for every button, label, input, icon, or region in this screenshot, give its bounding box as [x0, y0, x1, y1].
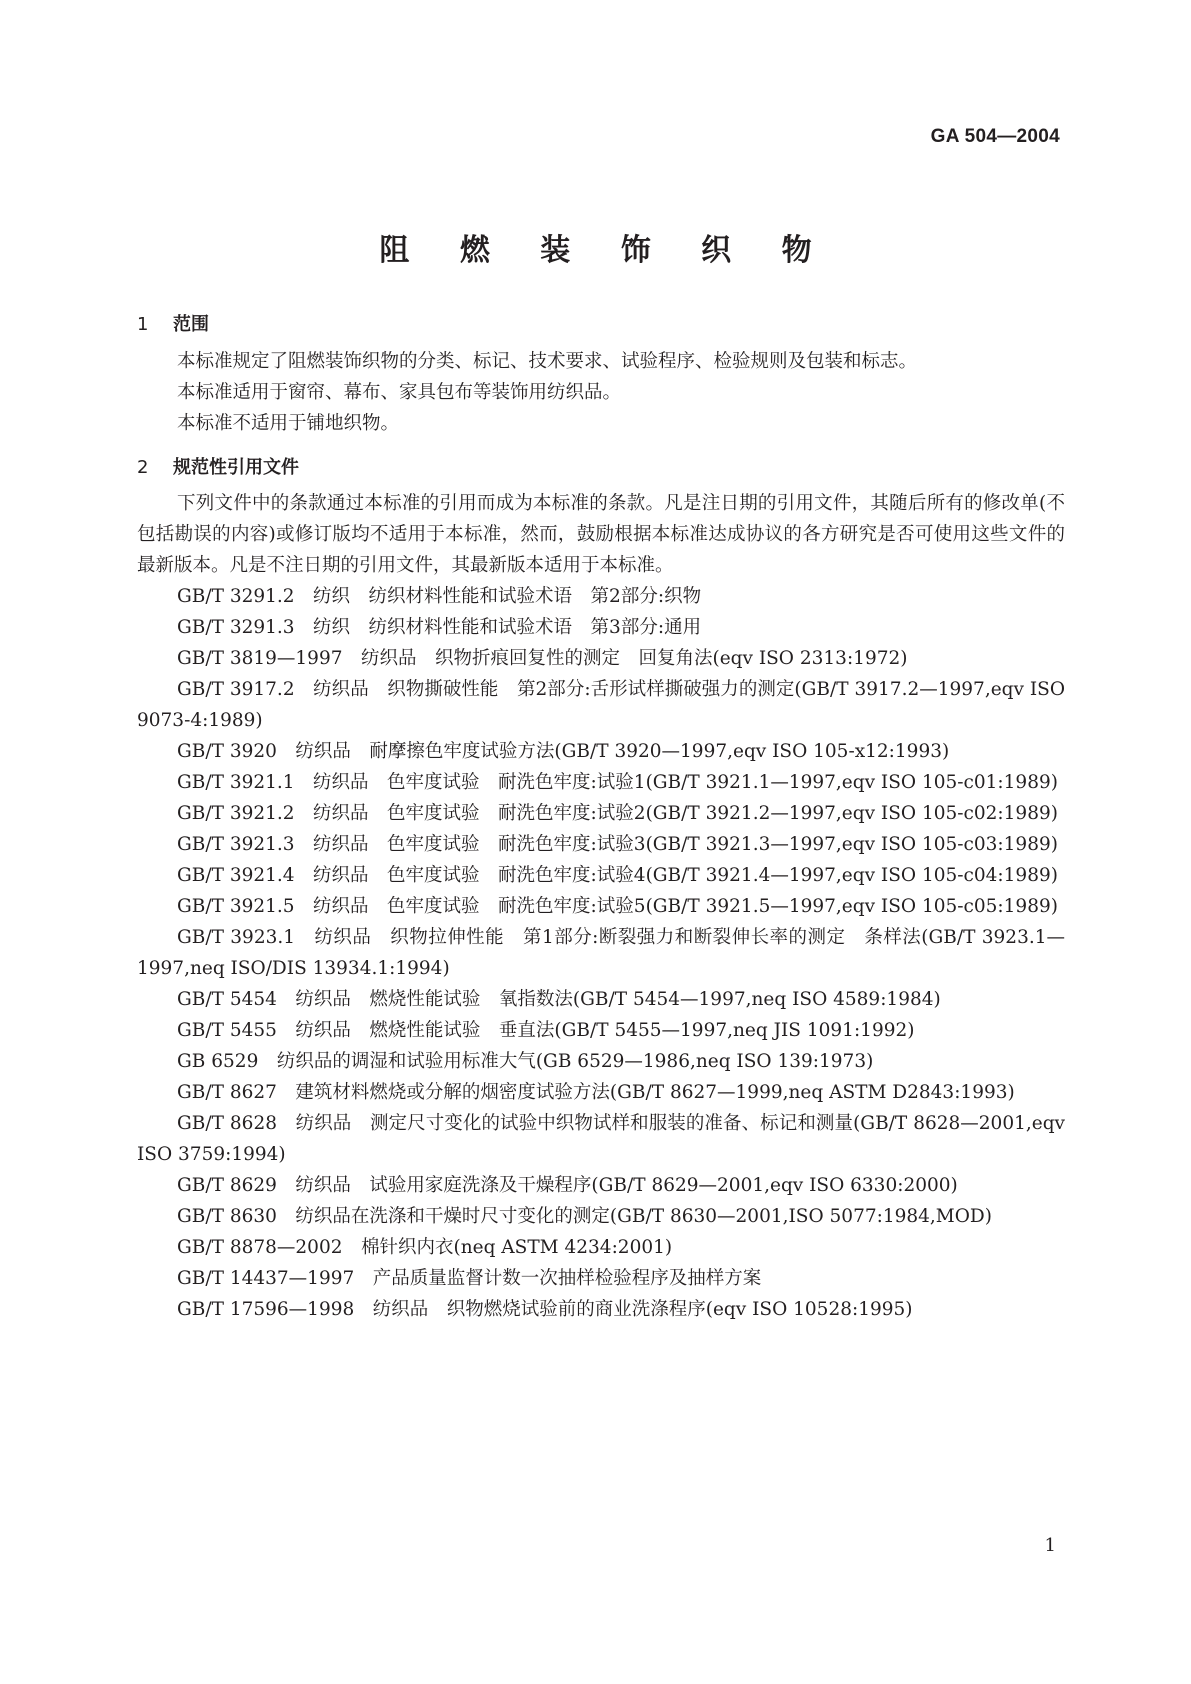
reference-item: GB/T 3921.3 纺织品 色牢度试验 耐洗色牢度:试验3(GB/T 3921.3—1997,eqv ISO 105-c03:1989) — [177, 834, 1058, 855]
reference-item: GB/T 17596—1998 纺织品 织物燃烧试验前的商业洗涤程序(eqv ISO 10528:1995) — [177, 1299, 913, 1320]
section-2-title: 规范性引用文件 — [173, 457, 299, 478]
reference-item: GB/T 3819—1997 纺织品 织物折痕回复性的测定 回复角法(eqv ISO 2313:1972) — [177, 648, 908, 669]
reference-item: GB/T 5454 纺织品 燃烧性能试验 氧指数法(GB/T 5454—1997,neq ISO 4589:1984) — [177, 989, 941, 1010]
reference-item: GB/T 8629 纺织品 试验用家庭洗涤及干燥程序(GB/T 8629—2001,eqv ISO 6330:2000) — [177, 1175, 958, 1196]
document-title: 阻 燃 装 饰 织 物 — [379, 233, 832, 268]
intro-paragraph: 下列文件中的条款通过本标准的引用而成为本标准的条款。凡是注日期的引用文件，其随后所有的修改单(不包括勘误的内容)或修订版均不适用于本标准，然而，鼓励根据本标准达成协议的各方研究是否可使用这些文件的最新版本。凡是不注日期的引用文件，其最新版本适用于本标准。 — [137, 493, 1065, 576]
section-2-number: 2 — [137, 457, 149, 478]
reference-item: GB/T 3291.2 纺织 纺织材料性能和试验术语 第2部分:织物 — [177, 586, 702, 607]
reference-item: GB/T 8627 建筑材料燃烧或分解的烟密度试验方法(GB/T 8627—1999,neq ASTM D2843:1993) — [177, 1082, 1015, 1103]
paragraph: 本标准规定了阻燃装饰织物的分类、标记、技术要求、试验程序、检验规则及包装和标志。 — [177, 351, 918, 372]
reference-item: GB/T 3917.2 纺织品 织物撕破性能 第2部分:舌形试样撕破强力的测定(GB/T 3917.2—1997,eqv ISO 9073-4:1989) — [137, 679, 1065, 731]
reference-item: GB/T 3921.5 纺织品 色牢度试验 耐洗色牢度:试验5(GB/T 3921.5—1997,eqv ISO 105-c05:1989) — [177, 896, 1058, 917]
page-number: 1 — [1044, 1535, 1056, 1556]
section-1-number: 1 — [137, 314, 149, 335]
section-1-heading — [137, 310, 209, 336]
paragraph: 本标准适用于窗帘、幕布、家具包布等装饰用纺织品。 — [177, 382, 622, 403]
reference-item: GB/T 3921.4 纺织品 色牢度试验 耐洗色牢度:试验4(GB/T 3921.4—1997,eqv ISO 105-c04:1989) — [177, 865, 1058, 886]
paragraph: 本标准不适用于铺地织物。 — [177, 413, 400, 434]
section-2-heading — [137, 453, 299, 479]
reference-item: GB/T 5455 纺织品 燃烧性能试验 垂直法(GB/T 5455—1997,neq JIS 1091:1992) — [177, 1020, 915, 1041]
reference-item: GB/T 3921.2 纺织品 色牢度试验 耐洗色牢度:试验2(GB/T 3921.2—1997,eqv ISO 105-c02:1989) — [177, 803, 1058, 824]
section-1-title: 范围 — [173, 314, 209, 335]
standard-code: GA 504—2004 — [930, 126, 1060, 147]
reference-item: GB 6529 纺织品的调湿和试验用标准大气(GB 6529—1986,neq ISO 139:1973) — [177, 1051, 874, 1072]
reference-item: GB/T 3920 纺织品 耐摩擦色牢度试验方法(GB/T 3920—1997,eqv ISO 105-x12:1993) — [177, 741, 950, 762]
reference-item: GB/T 14437—1997 产品质量监督计数一次抽样检验程序及抽样方案 — [177, 1268, 762, 1289]
reference-item: GB/T 3923.1 纺织品 织物拉伸性能 第1部分:断裂强力和断裂伸长率的测定 条样法(GB/T 3923.1—1997,neq ISO/DIS 13934.1:1994) — [137, 927, 1065, 979]
reference-item: GB/T 8628 纺织品 测定尺寸变化的试验中织物试样和服装的准备、标记和测量(GB/T 8628—2001,eqv ISO 3759:1994) — [137, 1113, 1065, 1165]
reference-item: GB/T 3921.1 纺织品 色牢度试验 耐洗色牢度:试验1(GB/T 3921.1—1997,eqv ISO 105-c01:1989) — [177, 772, 1058, 793]
reference-item: GB/T 8878—2002 棉针织内衣(neq ASTM 4234:2001) — [177, 1237, 673, 1258]
reference-item: GB/T 8630 纺织品在洗涤和干燥时尺寸变化的测定(GB/T 8630—2001,ISO 5077:1984,MOD) — [177, 1206, 992, 1227]
section-2-body — [137, 488, 1065, 1325]
reference-item: GB/T 3291.3 纺织 纺织材料性能和试验术语 第3部分:通用 — [177, 617, 702, 638]
section-1-body — [137, 346, 1065, 439]
